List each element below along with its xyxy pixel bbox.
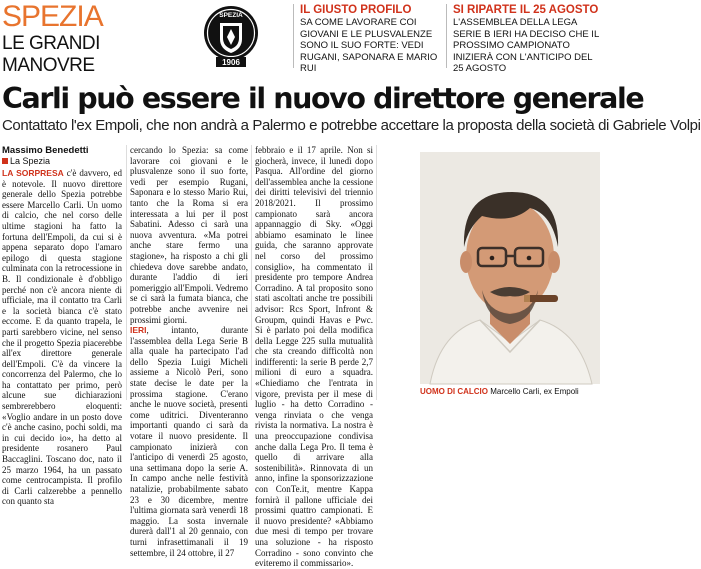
square-bullet-icon [2,158,8,164]
side-box-schedule [446,4,603,74]
section-title-block [2,2,197,77]
side-box-kicker: IL GIUSTO PROFILO [300,4,412,16]
lead-in: IERI [130,325,147,336]
article-headline: Carli può essere il nuovo direttore generale [2,82,644,115]
crest-name: SPEZIA [219,12,243,19]
portrait-illustration [420,152,600,384]
article-photo [420,152,600,384]
crest-year: 1906 [222,58,240,67]
column-text: cercando lo Spezia: sa come lavorare coi giovani e le plusvalenze sono il suo forte, vedi per esempio Rugani, Saponara e lo stesso Mario Rui, tanto che la Roma si era interessata a lui per il post Sabatini. Adesso ci sarà una nuova avventura. «Ma potrei anche stare fermo una stagione», ha risposto a chi gli chiedeva dove sarebbe andato, durante l'addio di ieri pomeriggio all'Empoli. Vedremo se ci sarà la fumata bianca, che potrebbe anche avvenire nei prossimi giorni. [130,145,248,325]
column-text: febbraio e il 17 aprile. Non si giocherà, invece, il lunedì dopo Pasqua. All'ordine del giorno dell'assemblea anche la cessione dei diritti televisivi del triennio 2018/2021. Il prossimo campionato sarà ancora appannaggio di Sky. «Oggi abbiamo esaminato le linee guida, che saranno approvate nel corso del prossimo consiglio», ha commentato il presidente pro tempore Andrea Corradino. A tal proposito sono stati ascoltati anche tre possibili advisor: Rcs Sport, Infront & Groupm, quindi Havas e Pwc. Si è parlato poi della modifica della Legge 225 sulla mutualità che sta creando difficoltà non indifferenti: la serie B perde 2,7 milioni di euro a squadra. «Chiediamo che l'entrata in vigore, prevista per il mese di luglio - ha detto Corradino - venga rinviata o che venga rivista la normativa. La nostra è una preoccupazione condivisa anche dalla Lega Pro. Il tema è quello di arrivare alla sostenibilità». Rinnovata di un anno, infine la sponsorizzazione con ConTe.it, mentre Kappa fornirà il pallone ufficiale dei prossimi quattro campionati. E il nuovo presidente? «Abbiamo due mesi di tempo per trovare una soluzione - ha risposto Corradino - sono convinto che eviteremo il commissario». [255,145,373,569]
article-column-2 [130,145,248,558]
side-box-kicker: SI RIPARTE IL 25 AGOSTO [453,4,599,16]
spezia-crest-icon [203,3,259,69]
section-subtitle: LE GRANDI MANOVRE [2,33,100,76]
photo-caption [420,386,600,398]
article-column-1 [2,168,122,507]
column-divider [376,145,377,400]
side-box-profile [293,4,450,74]
article-column-3 [255,145,373,569]
caption-kicker: UOMO DI CALCIO [420,387,488,396]
article-subhead: Contattato l'ex Empoli, che non andrà a Palermo e potrebbe accettare la proposta della società di Gabriele Volpi [2,117,701,134]
section-name: SPEZIA [2,0,103,33]
column-divider [126,145,127,400]
column-divider [251,145,252,400]
column-text: , intanto, durante l'assemblea della Lega Serie B alla quale ha partecipato l'ad dello Spezia Luigi Micheli assieme a Nicolò Peri, sono state decise le date per la prossima stagione. C'erano anche le nuove società, presenti come uditrici. Diventeranno importanti quando ci sarà da votare il nuovo presidente. Il campionato inizierà con l'anticipo di venerdì 25 agosto, una settimana dopo la serie A. In campo anche nelle festività natalizie, probabilmente sabato 23 e 30 dicembre, mentre l'ultima giornata sarà venerdì 18 maggio. La sosta invernale durerà dall'1 al 20 gennaio, con turni infrasettimanali il 19 settembre, il 24 ottobre, il 27 [130,325,248,558]
side-box-body: L'ASSEMBLEA DELLA LEGA SERIE B IERI HA DECISO CHE IL PROSSIMO CAMPIONATO INIZIERÀ CON L'ANTICIPO DEL 25 AGOSTO [453,17,599,74]
side-box-body: SA COME LAVORARE COI GIOVANI E LE PLUSVALENZE SONO IL SUO FORTE: VEDI RUGANI, SAPONARA E MARIO RUI [300,17,438,74]
column-text: c'è davvero, ed è notevole. Il nuovo direttore generale dello Spezia potrebbe essere Marcello Carli. Un uomo di calcio, che nel corso delle ultime stagioni ha fatto la fortuna dell'Empoli, da cui si è appena separato dopo l'amaro epilogo di questa stagione culminata con la retrocessione in B. Il condizionale è d'obbligo perché non c'è ancora niente di ufficiale, ma il contatto tra Carli e la società bianca c'è stato eccome. E da quanto trapela, le parti sarebbero vicine, nel senso che il progetto Spezia piacerebbe all'ex direttore generale dell'Empoli. C'è da vincere la concorrenza del Palermo, che lo ha contattato per primo, però alcune sue dichiarazioni sembrerebbero eloquenti: «Voglio andare in un posto dove c'è anche casino, pochi soldi, ma in cui decido io», ha detto al presidente rosanero Paul Baccaglini. Toscano doc, nato il 25 marzo 1964, ha un passato come centrocampista. Il profilo di Carli calzerebbe a pennello con quanto sta [2,168,122,507]
dateline-location: La Spezia [10,156,51,166]
author-name: Massimo Benedetti [2,145,89,156]
caption-text: Marcello Carli, ex Empoli [490,387,579,396]
byline [2,145,122,167]
lead-in: LA SORPRESA [2,168,64,178]
dateline [2,156,122,167]
section-header [0,0,600,78]
